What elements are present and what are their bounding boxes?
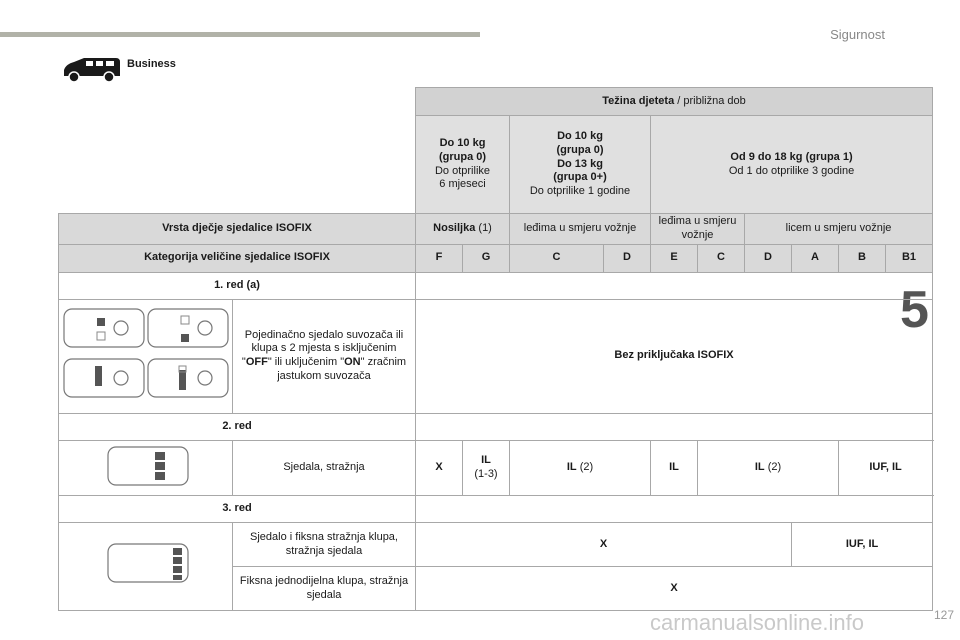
rear-seat-diagram-icon bbox=[61, 441, 231, 491]
group-1-header bbox=[651, 116, 933, 214]
size-code: B1 bbox=[886, 244, 933, 272]
front-seat-diagram-icon bbox=[61, 304, 231, 404]
row3-description-a: Sjedalo i fiksna stražnja klupa, stražnja sjedala bbox=[233, 523, 416, 567]
row2-value-e: IL bbox=[651, 440, 698, 496]
size-category-row bbox=[59, 244, 933, 272]
row2-value-g: IL (1-3) bbox=[463, 440, 510, 496]
row2-seat-diagram bbox=[59, 440, 233, 496]
size-code: C bbox=[510, 244, 604, 272]
row2-label: 2. red bbox=[59, 413, 416, 440]
row2-value-f: X bbox=[416, 440, 463, 496]
size-code: F bbox=[416, 244, 463, 272]
row2-value-forward: IUF, IL bbox=[839, 440, 933, 496]
size-code: A bbox=[792, 244, 839, 272]
watermark: carmanualsonline.info bbox=[650, 610, 865, 635]
group-header-line: (grupa 0) bbox=[438, 150, 487, 163]
van-icon bbox=[60, 56, 122, 84]
size-code: D bbox=[604, 244, 651, 272]
row2-value-cd2: IL (2) bbox=[698, 440, 839, 496]
group-header-line: Od 9 do 18 kg (grupa 1) bbox=[730, 150, 853, 163]
group-header-line: (grupa 0) bbox=[556, 143, 604, 156]
group-header-line: Od 1 do otprilike 3 godine bbox=[728, 164, 855, 177]
group-header-line: Do 13 kg bbox=[557, 157, 603, 170]
group-header-line: Do otprilike 1 godine bbox=[529, 185, 631, 198]
row1-seat-diagram bbox=[59, 299, 233, 413]
group-header-line: Do 10 kg bbox=[439, 137, 486, 149]
size-code: D bbox=[745, 244, 792, 272]
group-header-line: Do otprilike bbox=[434, 164, 491, 177]
size-code: E bbox=[651, 244, 698, 272]
row3-value-a-forward: IUF, IL bbox=[792, 523, 933, 567]
size-category-label: Kategorija veličine sjedalice ISOFIX bbox=[59, 244, 416, 272]
row2-description: Sjedala, stražnja bbox=[233, 440, 416, 496]
row2-value-cd: IL (2) bbox=[510, 440, 651, 496]
group-header-line: Do 10 kg bbox=[557, 130, 603, 143]
size-code: B bbox=[839, 244, 886, 272]
header-bar bbox=[0, 32, 480, 37]
row1-label: 1. red (a) bbox=[59, 272, 416, 299]
row3-value-a: X bbox=[416, 523, 792, 567]
group-header-line: (grupa 0+) bbox=[553, 171, 607, 184]
group-header-line: 6 mjeseci bbox=[439, 178, 486, 191]
rear-facing-cell-1: leđima u smjeru vožnje bbox=[510, 214, 651, 245]
row3-label: 3. red bbox=[59, 496, 416, 523]
rear-facing-cell-2: leđima u smjeru vožnje bbox=[651, 214, 745, 245]
carrycot-cell: Nosiljka (1) bbox=[416, 214, 510, 245]
vehicle-variant-label: Business bbox=[127, 58, 176, 70]
forward-facing-cell: licem u smjeru vožnje bbox=[745, 214, 933, 245]
section-title: Sigurnost bbox=[830, 27, 885, 42]
weight-header: Težina djeteta / približna dob bbox=[416, 88, 933, 116]
row3-description-b: Fiksna jednodijelna klupa, stražnja sjedala bbox=[233, 567, 416, 611]
isofix-table bbox=[58, 87, 933, 611]
third-row-seat-diagram-icon bbox=[61, 524, 231, 604]
chapter-number: 5 bbox=[900, 281, 929, 339]
row1-value: Bez priključaka ISOFIX bbox=[416, 299, 933, 413]
size-code: C bbox=[698, 244, 745, 272]
group-0plus-header bbox=[510, 116, 651, 214]
seat-type-label: Vrsta dječje sjedalice ISOFIX bbox=[59, 214, 416, 245]
row1-description: Pojedinačno sjedalo suvozača ili klupa s 2 mjesta s isključenim "OFF" ili uključenim "ON" zračnim jastukom suvozača bbox=[233, 299, 416, 413]
group-0-header bbox=[416, 116, 510, 214]
size-code: G bbox=[463, 244, 510, 272]
page-number: 127 bbox=[933, 608, 954, 622]
row3-value-b: X bbox=[416, 567, 933, 611]
row3-seat-diagram bbox=[59, 523, 233, 611]
